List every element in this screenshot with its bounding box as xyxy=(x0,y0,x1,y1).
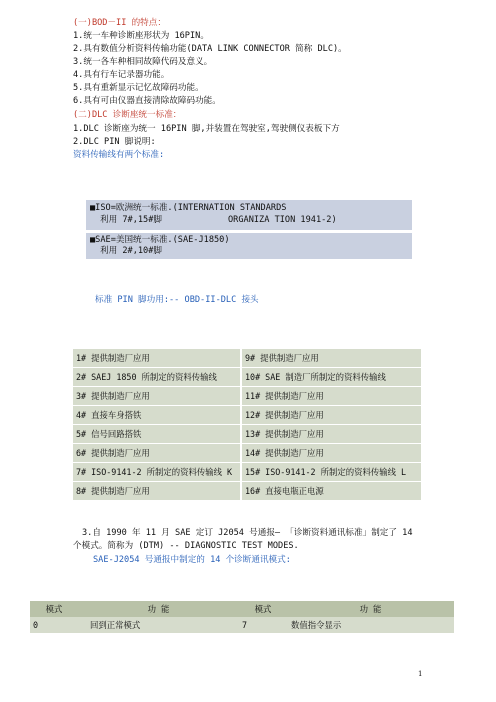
mode-number: 0 xyxy=(30,617,78,633)
feature-item: 2.具有数值分析资料传输功能(DATA LINK CONNECTOR 简称 DLC)。 xyxy=(73,44,347,54)
mode-number: 7 xyxy=(239,617,287,633)
modes-header-cell: 模式 xyxy=(239,601,287,617)
pin-row xyxy=(73,349,421,368)
para3-line2: 个模式。简称为 (DTM) -- DIAGNOSTIC TEST MODES. xyxy=(73,541,299,551)
iso-standard-org: ORGANIZA TION 1941-2) xyxy=(228,215,337,225)
mode-function: 回到正常模式 xyxy=(78,617,239,633)
pin-cell-right: 10# SAE 制造厂所制定的资料传输线 xyxy=(241,368,421,387)
pin-caption: 标准 PIN 脚功用:-- OBD-II-DLC 接头 xyxy=(95,295,259,305)
sae-standard-box xyxy=(86,233,412,259)
section-heading-dlc-standard: (二)DLC 诊断座统一标准： xyxy=(73,110,182,120)
pin-cell-right: 15# ISO-9141-2 所制定的资料传输线 L xyxy=(241,463,421,482)
dlc-item: 1.DLC 诊断座为统一 16PIN 脚,并装置在驾驶室,驾驶侧仪表板下方 xyxy=(73,124,340,134)
pin-row xyxy=(73,406,421,425)
pin-row xyxy=(73,425,421,444)
pin-row xyxy=(73,482,421,501)
pin-cell-left: 1# 提供制造厂应用 xyxy=(73,349,241,368)
feature-item: 6.具有可由仪器直接清除故障码功能。 xyxy=(73,96,221,106)
pin-cell-left: 6# 提供制造厂应用 xyxy=(73,444,241,463)
pin-cell-left: 7# ISO-9141-2 所制定的资料传输线 K xyxy=(73,463,241,482)
pin-cell-right: 13# 提供制造厂应用 xyxy=(241,425,421,444)
pin-row xyxy=(73,387,421,406)
iso-standard-title: ■ISO=欧洲统一标准.(INTERNATION STANDARDS xyxy=(90,203,287,213)
modes-row xyxy=(30,617,454,633)
pin-cell-right: 11# 提供制造厂应用 xyxy=(241,387,421,406)
modes-header-cell: 功 能 xyxy=(78,601,239,617)
iso-standard-box xyxy=(86,200,412,230)
pin-cell-right: 9# 提供制造厂应用 xyxy=(241,349,421,368)
pin-cell-left: 2# SAEJ 1850 所制定的资料传输线 xyxy=(73,368,241,387)
mode-function: 数值指令显示 xyxy=(287,617,454,633)
pin-cell-left: 4# 直接车身搭铁 xyxy=(73,406,241,425)
sae-standard-title: ■SAE=美国统一标准.(SAE-J1850) xyxy=(90,235,230,245)
para3-line1: 3.自 1990 年 11 月 SAE 定订 J2054 号通报— 「诊断资料通讯标准」制定了 14 xyxy=(82,528,413,538)
dlc-item: 2.DLC PIN 脚说明: xyxy=(73,137,156,147)
pin-row xyxy=(73,444,421,463)
sae-standard-pins: 利用 2#,10#脚 xyxy=(100,246,162,256)
pin-cell-right: 12# 提供制造厂应用 xyxy=(241,406,421,425)
pin-cell-left: 3# 提供制造厂应用 xyxy=(73,387,241,406)
pin-cell-left: 5# 信号回路搭铁 xyxy=(73,425,241,444)
pin-row xyxy=(73,463,421,482)
feature-item: 4.具有行车记录器功能。 xyxy=(73,70,170,80)
pin-cell-right: 14# 提供制造厂应用 xyxy=(241,444,421,463)
section-heading-obd-features: (一)BOD－II 的特点： xyxy=(73,18,166,28)
transfer-heading: 资料传输线有两个标准: xyxy=(73,150,165,160)
feature-item: 1.统一车种诊断座形状为 16PIN。 xyxy=(73,31,209,41)
modes-table xyxy=(30,601,454,633)
pin-cell-right: 16# 直接电瓶正电源 xyxy=(241,482,421,501)
modes-header-cell: 模式 xyxy=(30,601,78,617)
iso-standard-pins: 利用 7#,15#脚 xyxy=(100,215,162,225)
modes-header-cell: 功 能 xyxy=(287,601,454,617)
feature-item: 3.统一各车种相同故障代码及意义。 xyxy=(73,57,213,67)
pin-table xyxy=(73,348,421,501)
page-number: 1 xyxy=(418,670,423,678)
pin-row xyxy=(73,368,421,387)
modes-header-row xyxy=(30,601,454,617)
para3-line3: SAE-J2054 号通报中制定的 14 个诊断通讯模式: xyxy=(93,555,291,565)
pin-cell-left: 8# 提供制造厂应用 xyxy=(73,482,241,501)
feature-item: 5.具有重新显示记忆故障码功能。 xyxy=(73,83,204,93)
